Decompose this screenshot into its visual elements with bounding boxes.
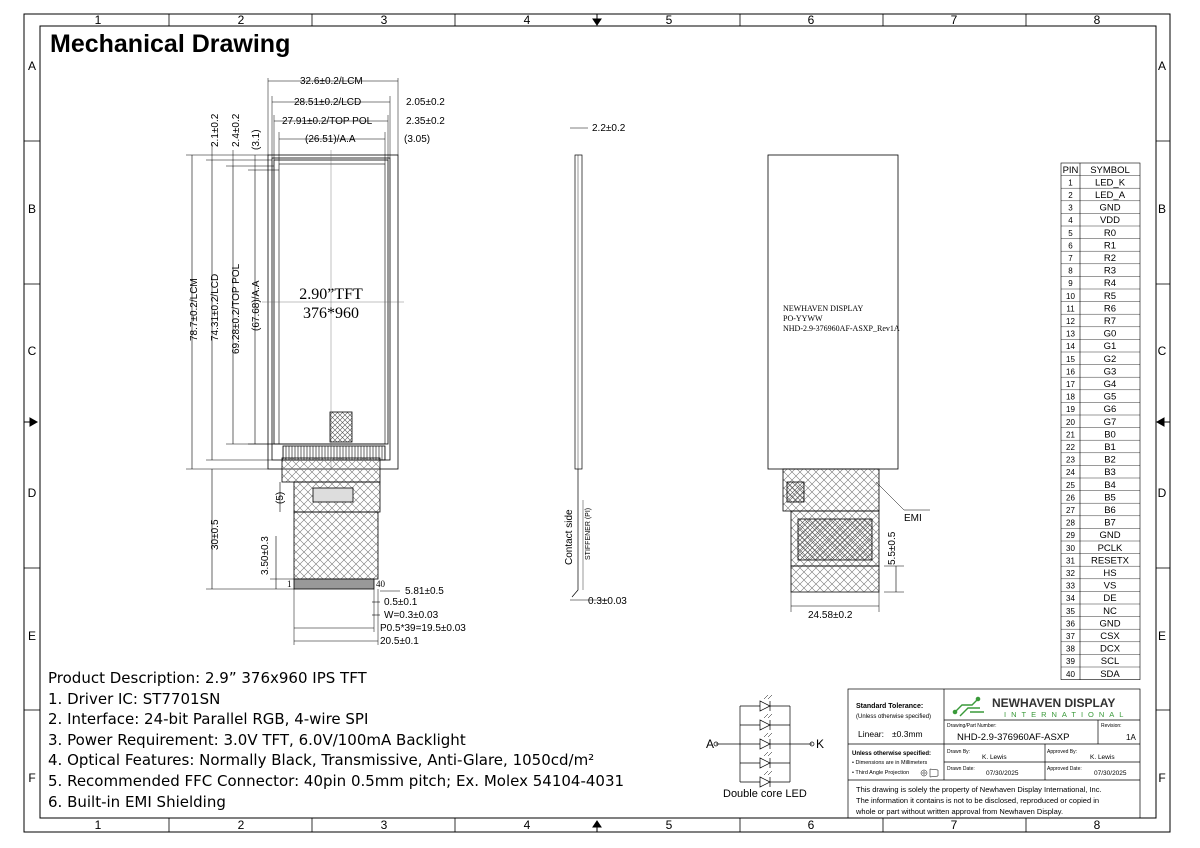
led-diode-icon (760, 701, 770, 711)
pin-number: 32 (1066, 569, 1075, 578)
back-view (768, 155, 930, 612)
pin-number: 37 (1066, 632, 1075, 641)
pin-number: 39 (1066, 657, 1075, 667)
part-number-label: Drawing/Part Number: (947, 723, 997, 729)
pin-symbol: B5 (1104, 492, 1116, 504)
dim-fpc-offset: 5.81±0.5 (405, 586, 444, 597)
dim-aa-height: (67.68)/A.A (251, 280, 262, 331)
description-item: 6. Built-in EMI Shielding (48, 792, 226, 811)
page-title: Mechanical Drawing (50, 30, 291, 58)
title-block-text (852, 696, 1136, 816)
dim-aa-width: (26.51)/A.A (305, 134, 356, 145)
pin-symbol: R2 (1103, 253, 1117, 264)
grid-row: B (1157, 202, 1167, 216)
pin-number: 16 (1066, 367, 1075, 377)
back-stiffener (798, 519, 872, 560)
grid-col: 7 (950, 13, 958, 27)
pin-number: 28 (1066, 518, 1075, 528)
grid-row: D (27, 486, 37, 500)
fpc-label (313, 488, 353, 502)
back-label-line-2: PO-YYWW (783, 314, 823, 323)
pin-symbol: R3 (1103, 265, 1117, 277)
pin-number: 23 (1066, 455, 1075, 465)
pin-symbol: VS (1103, 580, 1117, 592)
notice-line-3: whole or part without written approval from Newhaven Display. (856, 807, 1064, 816)
dim-lcd-width: 28.51±0.2/LCD (294, 97, 362, 108)
pin-number: 15 (1066, 354, 1075, 364)
dim-lcm-height: 78.7±0.2/LCM (189, 278, 200, 341)
pin-symbol: G1 (1103, 341, 1117, 353)
emi-label: EMI (904, 513, 922, 524)
dimensions-mm-note: • Dimensions are in Millimeters (852, 760, 928, 766)
dim-pol-height: 69.28±0.2/TOP POL (231, 263, 242, 354)
logo-text-top: NEWHAVEN DISPLAY (992, 696, 1116, 710)
pin-symbol: PCLK (1097, 542, 1123, 554)
drawn-date-label: Drawn Date: (947, 766, 975, 772)
pin-symbol: CSX (1100, 631, 1120, 642)
grid-col: 3 (380, 818, 388, 832)
dim-emi-offset: 5.5±0.5 (887, 531, 898, 565)
led-diode-icon (760, 777, 770, 787)
pin-number: 26 (1066, 493, 1075, 503)
pin-number: 13 (1066, 329, 1075, 339)
pin-symbol: B3 (1104, 467, 1116, 479)
pin-symbol: LED_A (1094, 190, 1126, 201)
description-item: 1. Driver IC: ST7701SN (48, 689, 221, 708)
grid-row: A (27, 59, 37, 73)
active-area (279, 164, 385, 444)
pin-symbol: G2 (1103, 353, 1117, 365)
stiffener-label: STIFFENER (PI) (585, 507, 592, 560)
pin-number: 4 (1068, 216, 1073, 226)
pin-number: 25 (1066, 480, 1075, 490)
grid-col: 8 (1093, 13, 1101, 27)
pin-symbol: LED_K (1094, 177, 1126, 189)
pin-symbol: VDD (1099, 215, 1121, 227)
grid-row: E (27, 629, 37, 643)
pin-number: 29 (1066, 531, 1075, 541)
dim-lcd-offset: 2.05±0.2 (406, 97, 445, 108)
revision-value: 1A (1126, 733, 1136, 742)
dim-stiffener-length: 3.50±0.3 (260, 536, 271, 575)
pin-number: 34 (1066, 594, 1075, 604)
approved-by-label: Approved By: (1047, 749, 1078, 755)
pin-number: 21 (1066, 430, 1075, 440)
grid-row: F (1158, 771, 1166, 785)
pin-symbol: NC (1103, 605, 1117, 617)
dim-top-gap-2: 2.4±0.2 (231, 113, 242, 147)
description-item: 4. Optical Features: Normally Black, Transmissive, Anti-Glare, 1050cd/m² (48, 751, 595, 770)
pin-number: 22 (1066, 443, 1075, 452)
pin-number: 11 (1066, 304, 1075, 314)
notice-line-2: The information it contains is not to be disclosed, reproduced or copied in (856, 796, 1100, 805)
grid-col: 6 (807, 13, 815, 27)
grid-row: F (28, 771, 36, 785)
led-diode-icon (760, 758, 770, 768)
dim-back-width: 24.58±0.2 (808, 610, 853, 621)
pin-number: 6 (1068, 241, 1073, 251)
dim-stiffener-thickness: 0.3±0.03 (588, 596, 627, 607)
pin-number: 3 (1068, 203, 1073, 213)
led-diode-icon (760, 720, 770, 730)
grid-col: 5 (665, 13, 673, 27)
led-cathode-label: K (816, 737, 825, 751)
pin-symbol: G3 (1103, 366, 1117, 378)
grid-col: 2 (237, 818, 245, 832)
pin-symbol: G6 (1103, 404, 1117, 416)
tft-size-label: 2.90”TFT (299, 286, 363, 303)
linear-tolerance-value: ±0.3mm (892, 729, 923, 739)
grid-col: 2 (237, 13, 245, 27)
unless-otherwise-label: (Unless otherwise specified) (856, 714, 932, 720)
fpc-contacts (294, 579, 374, 589)
grid-col: 1 (94, 13, 102, 27)
dim-pol-width: 27.91±0.2/TOP POL (282, 116, 373, 127)
pin-number: 2 (1068, 191, 1073, 200)
pin-symbol: RESETX (1090, 555, 1130, 567)
pin-number: 30 (1066, 543, 1075, 553)
pin-symbol: GND (1099, 618, 1121, 630)
led-diagram (714, 695, 814, 787)
dim-pin-width: W=0.3±0.03 (384, 610, 439, 621)
led-diode-icon (760, 739, 770, 749)
back-label-line-1: NEWHAVEN DISPLAY (783, 304, 864, 313)
standard-tolerance-label: Standard Tolerance: (856, 703, 924, 710)
pin-symbol: GND (1099, 530, 1121, 542)
pin-symbol: SDA (1100, 668, 1120, 680)
dim-pol-offset: 2.35±0.2 (406, 116, 445, 127)
pin-number: 27 (1066, 506, 1075, 515)
pin-number: 33 (1066, 581, 1075, 591)
pin-symbol: R6 (1103, 303, 1117, 315)
revision-label: Revision: (1101, 723, 1122, 729)
pin-symbol: R7 (1103, 316, 1117, 327)
pin-symbol: R4 (1103, 278, 1117, 290)
side-view-labels (564, 123, 627, 607)
pin-symbol: B2 (1104, 454, 1116, 466)
description-heading: Product Description: 2.9” 376x960 IPS TFT (48, 669, 367, 687)
pin-number: 36 (1066, 619, 1075, 629)
pin-symbol: G0 (1103, 328, 1117, 340)
dim-thickness: 2.2±0.2 (592, 123, 626, 134)
pin-number: 10 (1066, 291, 1075, 301)
description-item: 5. Recommended FFC Connector: 40pin 0.5mm pitch; Ex. Molex 54104-4031 (48, 771, 625, 790)
dim-5: (5) (275, 491, 286, 504)
pin-number: 19 (1066, 405, 1075, 415)
pin-symbol: R5 (1103, 290, 1117, 302)
part-number: NHD-2.9-376960AF-ASXP (957, 732, 1070, 743)
pin-number: 12 (1066, 317, 1075, 326)
drawn-by-label: Drawn By: (947, 749, 971, 755)
pin-number: 38 (1066, 644, 1075, 654)
dim-aa-offset: (3.05) (404, 134, 431, 145)
connector-block (787, 482, 804, 502)
pin-symbol: B0 (1104, 429, 1116, 441)
grid-col: 3 (380, 13, 388, 27)
newhaven-logo-icon (953, 697, 984, 716)
pin-number: 20 (1066, 417, 1075, 427)
dim-fpc-length: 30±0.5 (210, 519, 221, 550)
approved-date-value: 07/30/2025 (1094, 770, 1127, 777)
approved-date-label: Approved Date: (1047, 766, 1082, 772)
unless-heading: Unless otherwise specified: (852, 751, 932, 757)
led-anode-label: A (706, 737, 715, 751)
third-angle-note: • Third Angle Projection (852, 770, 910, 776)
contact-side-label: Contact side (564, 509, 575, 565)
dim-top-gap-1: 2.1±0.2 (210, 113, 221, 147)
pin-first-label: 1 (287, 579, 292, 589)
pin-symbol: B7 (1104, 517, 1116, 529)
pin-number: 24 (1066, 468, 1075, 478)
pin-last-label: 40 (376, 579, 385, 589)
pin-symbol: HS (1103, 568, 1117, 579)
grid-row: A (1157, 59, 1167, 73)
tft-resolution-label: 376*960 (303, 305, 359, 322)
pin-symbol: GND (1099, 202, 1121, 214)
ic-block (330, 412, 352, 442)
pin-symbol: DCX (1099, 643, 1121, 655)
grid-col: 8 (1093, 818, 1101, 832)
pin-table-header-pin: PIN (1062, 165, 1079, 176)
pin-number: 18 (1066, 392, 1075, 402)
pin-symbol: G4 (1103, 379, 1117, 390)
pin-symbol: B1 (1104, 442, 1116, 453)
pin-number: 14 (1066, 342, 1075, 352)
dim-top-gap-3: (3.1) (251, 129, 262, 150)
pin-symbol: B4 (1104, 479, 1116, 491)
dim-pitch: P0.5*39=19.5±0.03 (380, 623, 466, 634)
grid-col: 4 (523, 818, 531, 832)
pin-symbol: R0 (1103, 227, 1117, 239)
grid-col: 5 (665, 818, 673, 832)
pin-symbol: G7 (1103, 416, 1117, 428)
approved-by-value: K. Lewis (1090, 754, 1115, 761)
dim-lcd-height: 74.31±0.2/LCD (210, 273, 221, 341)
pin-number: 8 (1068, 266, 1073, 276)
back-fpc-end (791, 566, 879, 592)
fpc-tail (294, 512, 378, 579)
pin-number: 1 (1068, 178, 1073, 188)
pin-table (1061, 163, 1140, 680)
grid-col: 1 (94, 818, 102, 832)
dim-lcm-width: 32.6±0.2/LCM (300, 76, 363, 87)
pin-number: 31 (1066, 556, 1075, 566)
grid-row: D (1157, 486, 1167, 500)
grid-col: 4 (523, 13, 531, 27)
pin-number: 5 (1068, 228, 1073, 238)
drawn-date-value: 07/30/2025 (986, 770, 1019, 777)
pin-number: 17 (1066, 380, 1075, 389)
grid-row: C (27, 344, 37, 358)
dim-fpc-width: 20.5±0.1 (380, 636, 419, 647)
pin-number: 9 (1068, 279, 1073, 289)
linear-label: Linear: (858, 729, 884, 739)
pin-table-header-symbol: SYMBOL (1090, 165, 1130, 176)
pin-symbol: SCL (1100, 656, 1120, 668)
back-label-line-3: NHD-2.9-376960AF-ASXP_Rev1A (783, 324, 900, 333)
dim-pin-edge: 0.5±0.1 (384, 597, 418, 608)
pin-symbol: R1 (1103, 240, 1117, 252)
side-body (575, 155, 582, 469)
grid-col: 7 (950, 818, 958, 832)
grid-row: E (1157, 629, 1167, 643)
notice-line-1: This drawing is solely the property of Newhaven Display International, Inc. (856, 785, 1102, 794)
pin-symbol: DE (1103, 593, 1117, 605)
pin-number: 35 (1066, 606, 1075, 616)
third-angle-projection-icon (921, 769, 938, 777)
pin-number: 40 (1066, 669, 1075, 679)
led-caption: Double core LED (723, 788, 807, 800)
pin-number: 7 (1068, 254, 1073, 263)
description-item: 2. Interface: 24-bit Parallel RGB, 4-wire SPI (48, 710, 369, 729)
description-item: 3. Power Requirement: 3.0V TFT, 6.0V/100mA Backlight (48, 730, 466, 749)
grid-row: B (27, 202, 37, 216)
product-description (48, 668, 624, 812)
logo-text-bottom: INTERNATIONAL (1004, 710, 1129, 719)
grid-row: C (1157, 344, 1167, 358)
pin-symbol: B6 (1104, 505, 1116, 516)
drawn-by-value: K. Lewis (982, 754, 1007, 761)
pin-symbol: G5 (1103, 391, 1117, 403)
grid-col: 6 (807, 818, 815, 832)
front-view (186, 78, 404, 645)
